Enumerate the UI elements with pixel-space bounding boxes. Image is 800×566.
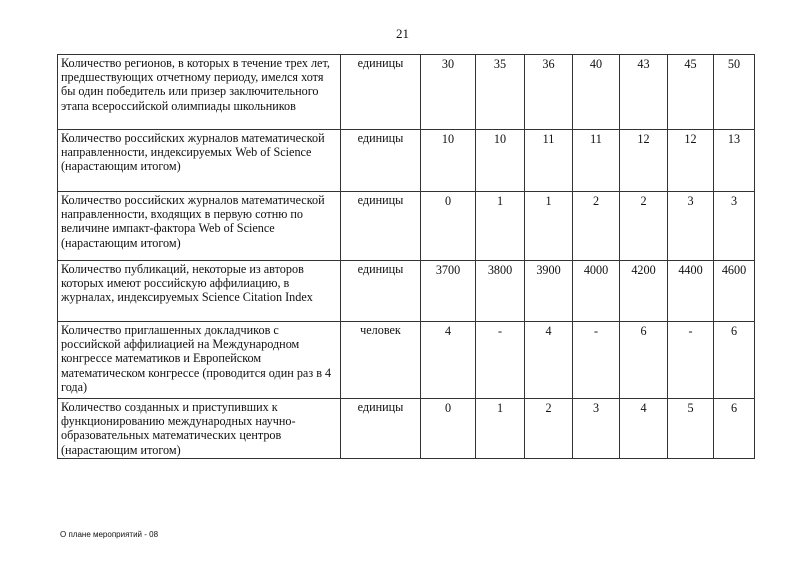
table-row	[58, 55, 755, 130]
indicator-value: 4	[525, 322, 573, 399]
indicator-value: 6	[620, 322, 668, 399]
indicator-value: 3	[573, 399, 620, 459]
indicator-value: 0	[421, 399, 476, 459]
table-row	[58, 322, 755, 399]
indicator-value: 10	[421, 130, 476, 192]
indicator-value: 4200	[620, 261, 668, 322]
indicator-value: 4400	[668, 261, 714, 322]
indicator-value: 4000	[573, 261, 620, 322]
indicator-description: Количество российских журналов математической направленности, входящих в первую сотню по величине импакт-фактора Web of Science (нарастающим итогом)	[58, 192, 341, 261]
table-row	[58, 130, 755, 192]
indicator-unit: единицы	[341, 130, 421, 192]
page-number: 21	[396, 26, 409, 41]
indicator-value: 6	[714, 322, 755, 399]
indicator-value: 6	[714, 399, 755, 459]
indicator-value: 2	[573, 192, 620, 261]
indicator-value: 3900	[525, 261, 573, 322]
indicator-unit: человек	[341, 322, 421, 399]
indicator-value: -	[668, 322, 714, 399]
table-row	[58, 192, 755, 261]
indicator-value: 45	[668, 55, 714, 130]
indicator-value: 11	[525, 130, 573, 192]
indicator-value: 3	[714, 192, 755, 261]
indicator-value: 4600	[714, 261, 755, 322]
indicator-description: Количество созданных и приступивших к функционированию международных научно-образовательных математических центров (нарастающим итогом)	[58, 399, 341, 459]
indicator-unit: единицы	[341, 55, 421, 130]
indicator-value: 43	[620, 55, 668, 130]
indicator-description: Количество приглашенных докладчиков с российской аффилиацией на Международном конгрессе математиков и Европейском математическом конгрессе (проводится один раз в 4 года)	[58, 322, 341, 399]
indicator-description: Количество публикаций, некоторые из авторов которых имеют российскую аффилиацию, в журналах, индексируемых Science Citation Index	[58, 261, 341, 322]
indicator-value: 3700	[421, 261, 476, 322]
indicator-value: -	[573, 322, 620, 399]
indicator-value: 3	[668, 192, 714, 261]
indicator-value: 3800	[476, 261, 525, 322]
indicator-value: 11	[573, 130, 620, 192]
footer-text: О плане мероприятий - 08	[60, 530, 159, 539]
indicator-value: 30	[421, 55, 476, 130]
indicator-value: 35	[476, 55, 525, 130]
indicator-value: 12	[620, 130, 668, 192]
indicators-table	[57, 54, 755, 459]
indicator-value: 2	[620, 192, 668, 261]
indicator-value: 5	[668, 399, 714, 459]
indicator-value: 1	[476, 399, 525, 459]
indicator-value: 40	[573, 55, 620, 130]
indicator-value: -	[476, 322, 525, 399]
indicator-value: 1	[525, 192, 573, 261]
indicator-unit: единицы	[341, 261, 421, 322]
indicator-value: 4	[421, 322, 476, 399]
indicator-value: 12	[668, 130, 714, 192]
indicator-value: 1	[476, 192, 525, 261]
indicator-description: Количество регионов, в которых в течение трех лет, предшествующих отчетному периоду, имелся хотя бы один победитель или призер заключительного этапа всероссийской олимпиады школьников	[58, 55, 341, 130]
table-row	[58, 261, 755, 322]
indicator-value: 4	[620, 399, 668, 459]
indicator-value: 50	[714, 55, 755, 130]
indicator-unit: единицы	[341, 399, 421, 459]
indicator-value: 13	[714, 130, 755, 192]
indicator-value: 2	[525, 399, 573, 459]
indicator-unit: единицы	[341, 192, 421, 261]
indicator-description: Количество российских журналов математической направленности, индексируемых Web of Science (нарастающим итогом)	[58, 130, 341, 192]
table-row	[58, 399, 755, 459]
indicator-value: 0	[421, 192, 476, 261]
indicator-value: 36	[525, 55, 573, 130]
indicator-value: 10	[476, 130, 525, 192]
